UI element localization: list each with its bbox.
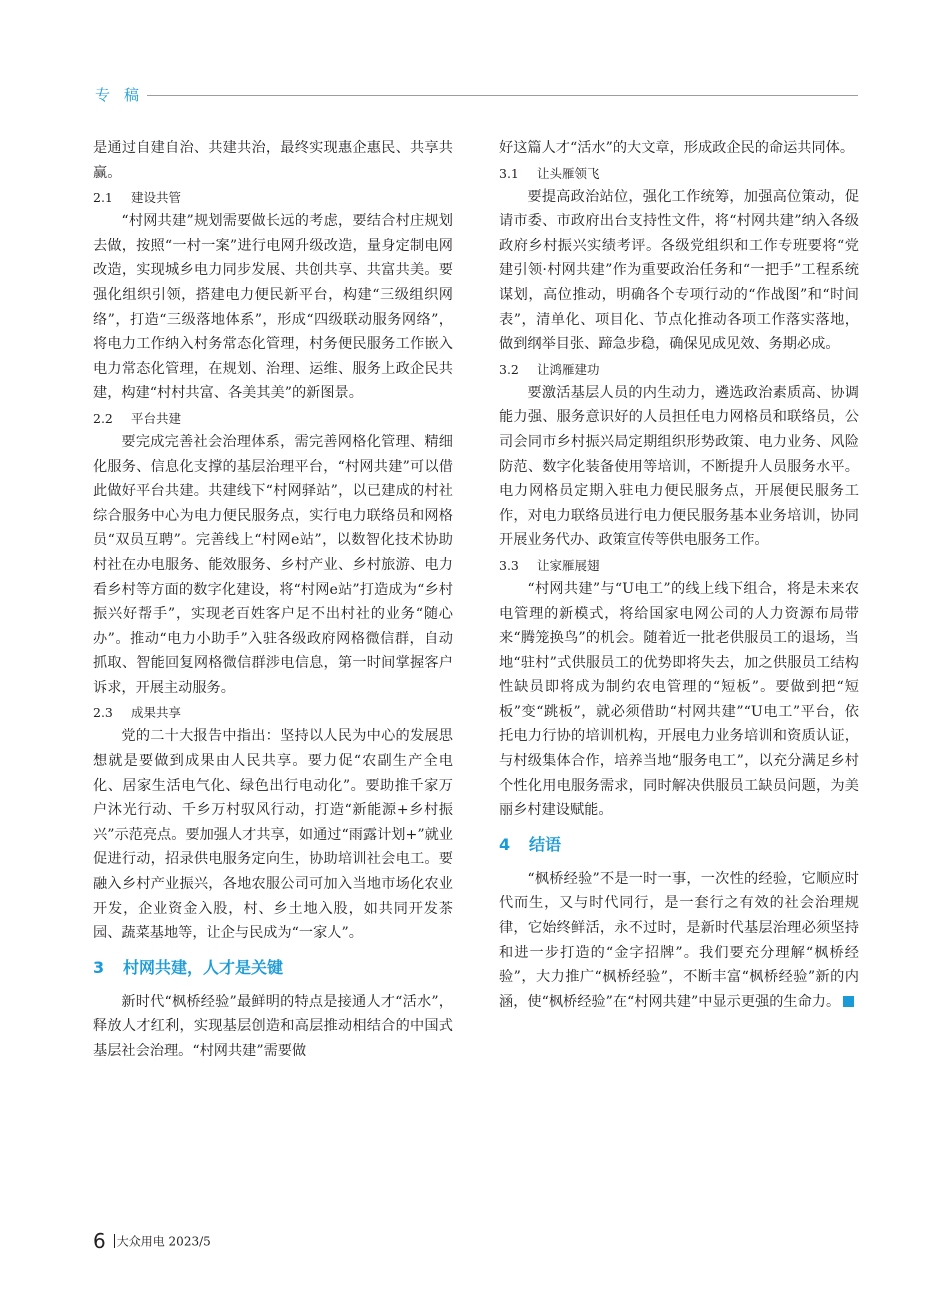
section-title: 村网共建，人才是关键 (123, 957, 284, 977)
section-heading-3 (93, 956, 453, 980)
paragraph-intro: 是通过自建自治、共建共治，最终实现惠企惠民、共享共赢。 (93, 140, 453, 181)
paragraph-2-3: 党的二十大报告中指出：坚持以人民为中心的发展思想就是要做到成果由人民共享。要力促“农副生产全电化、居家生活电气化、绿色出行电动化”。要助推千家万户沐光行动、千乡万村驭风行动，打造“新能源+乡村振兴”示范亮点。要加强人才共享，如通过“雨露计划+”就业促进行动，招录供电服务定向生，协助培训社会电工。要融入乡村产业振兴，各地农服公司可加入当地市场化农业开发，企业资金入股，村、乡土地入股，如共同开发茶园、蔬菜基地等，让企与民成为“一家人”。 (93, 728, 453, 942)
subsection-title: 平台共建 (131, 410, 182, 426)
subsection-number: 2.3 (93, 705, 113, 721)
journal-issue: 大众用电 2023/5 (116, 1234, 211, 1249)
subsection-title: 建设共管 (131, 190, 182, 206)
paragraph-4-text: “枫桥经验”不是一时一事，一次性的经验，它顺应时代而生，又与时代同行，是一套行之有效的社会治理规律，它始终鲜活，永不过时，是新时代基层治理必须坚持和进一步打造的“金字招牌”。我们要充分理解“枫桥经验”，大力推广“枫桥经验”，不断丰富“枫桥经验”新的内涵，使“枫桥经验”在“村网共建”中显示更强的生命力。 (499, 870, 859, 1010)
footer-separator (114, 1234, 115, 1248)
paragraph-3-2: 要激活基层人员的内生动力，遴选政治素质高、协调能力强、服务意识好的人员担任电力网格员和联络员，公司会同市乡村振兴局定期组织形势政策、电力业务、风险防范、数字化装备使用等培训，不断提升人员服务水平。电力网格员定期入驻电力便民服务点，开展便民服务工作，对电力联络员进行电力便民服务基本业务培训，协同开展业务代办、政策宣传等供电服务工作。 (499, 384, 859, 549)
subsection-number: 2.2 (93, 410, 113, 426)
subsection-title: 让家雁展翅 (537, 557, 600, 573)
end-of-article-square-icon (843, 996, 854, 1007)
paragraph-3-3: “村网共建”与“U电工”的线上线下组合，将是未来农电管理的新模式，将给国家电网公司的人力资源布局带来“腾笼换鸟”的机会。随着近一批老供服员工的退场，当地“驻村”式供服员工的优势即将失去，加之供服员工结构性缺员即将成为制约农电管理的“短板”。要做到把“短板”变“跳板”，就必须借助“村网共建”“U电工”平台，依托电力行协的培训机构，开展电力业务培训和资质认证，与村级集体合作，培养当地“服务电工”，以充分满足乡村个性化用电服务需求，同时解决供服员工缺员问题，为美丽乡村建设赋能。 (499, 580, 859, 819)
section-label: 专稿 (95, 86, 154, 104)
left-column (93, 136, 453, 1064)
section-heading-4 (499, 833, 859, 857)
subsection-heading-2-2 (93, 407, 453, 430)
page-footer (93, 1229, 211, 1257)
paragraph-3-1: 要提高政治站位，强化工作统筹，加强高位策动，促请市委、市政府出台支持性文件，将“村网共建”纳入各级政府乡村振兴实绩考评。各级党组织和工作专班要将“党建引领·村网共建”作为重要政治任务和“一把手”工程系统谋划，高位推动，明确各个专项行动的“作战图”和“时间表”，清单化、项目化、节点化推动各项工作落实落地，做到纲举目张、蹄急步稳，确保见成见效、务期必成。 (499, 188, 859, 353)
section-title: 结语 (529, 834, 562, 854)
page-number: 6 (93, 1229, 106, 1253)
subsection-number: 3.3 (499, 557, 519, 573)
subsection-heading-3-2 (499, 358, 859, 381)
subsection-title: 成果共享 (131, 705, 182, 721)
subsection-heading-2-3 (93, 701, 453, 724)
header-rule (147, 95, 858, 96)
paragraph-3-continued: 好这篇人才“活水”的大文章，形成政企民的命运共同体。 (499, 140, 855, 156)
paragraph-4 (499, 867, 859, 1015)
subsection-heading-3-3 (499, 554, 859, 577)
subsection-heading-3-1 (499, 162, 859, 185)
page-header (95, 84, 858, 106)
right-column (499, 136, 859, 1014)
section-number: 4 (499, 834, 511, 854)
subsection-number: 3.2 (499, 361, 519, 377)
section-number: 3 (93, 957, 105, 977)
subsection-heading-2-1 (93, 186, 453, 209)
subsection-number: 3.1 (499, 165, 519, 181)
subsection-title: 让鸿雁建功 (537, 361, 600, 377)
paragraph-2-1: “村网共建”规划需要做长远的考虑，要结合村庄规划去做，按照“一村一案”进行电网升级改造，量身定制电网改造，实现城乡电力同步发展、共创共享、共富共美。要强化组织引领，搭建电力便民新平台，构建“三级组织网络”，打造“三级落地体系”，形成“四级联动服务网络”，将电力工作纳入村务常态化管理，村务便民服务工作嵌入电力常态化管理，在规划、治理、运维、服务上政企民共建，构建“村村共富、各美其美”的新图景。 (93, 213, 453, 402)
subsection-title: 让头雁领飞 (537, 165, 600, 181)
paragraph-2-2: 要完成完善社会治理体系，需完善网格化管理、精细化服务、信息化支撑的基层治理平台，“村网共建”可以借此做好平台共建。共建线下“村网驿站”，以已建成的村社综合服务中心为电力便民服务点，实行电力联络员和网格员“双员互聘”。完善线上“村网e站”，以数智化技术协助村社在办电服务、能效服务、乡村产业、乡村旅游、电力看乡村等方面的数字化建设，将“村网e站”打造成为“乡村振兴好帮手”，实现老百姓客户足不出村社的业务“随心办”。推动“电力小助手”入驻各级政府网格微信群，自动抓取、智能回复网格微信群涉电信息，第一时间掌握客户诉求，开展主动服务。 (93, 433, 453, 696)
subsection-number: 2.1 (93, 190, 113, 206)
paragraph-3: 新时代“枫桥经验”最鲜明的特点是接通人才“活水”，释放人才红利，实现基层创造和高层推动相结合的中国式基层社会治理。“村网共建”需要做 (93, 993, 453, 1059)
